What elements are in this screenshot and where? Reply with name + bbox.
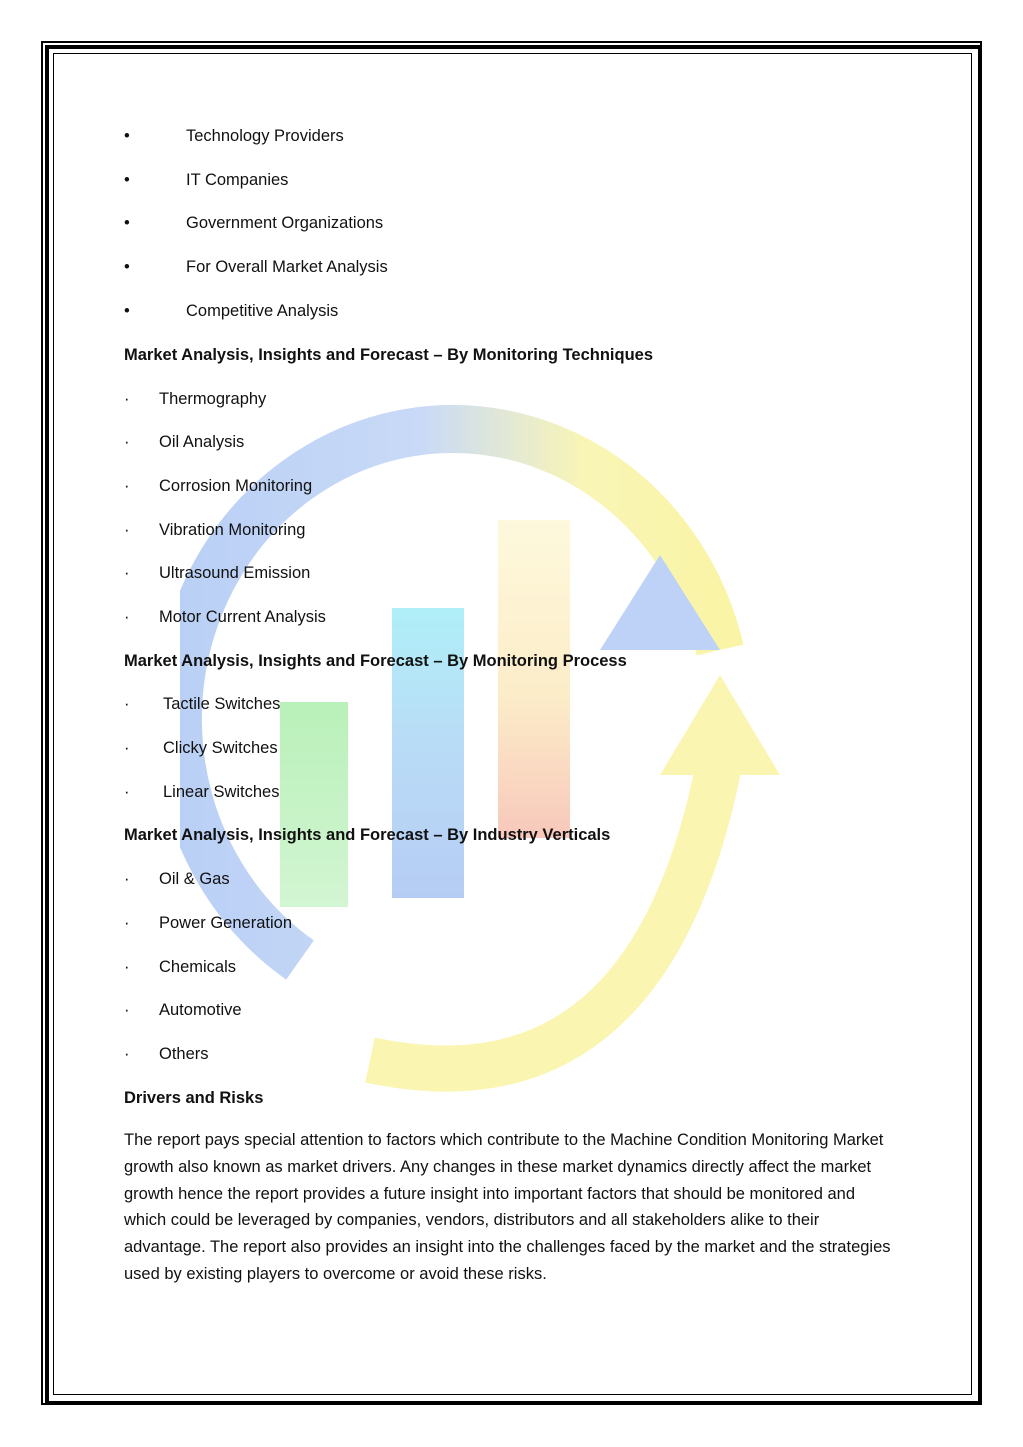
list-item-text: IT Companies: [186, 171, 289, 189]
list-item-text: Power Generation: [159, 914, 292, 932]
section-heading-process: Market Analysis, Insights and Forecast – By Monitoring Process: [124, 652, 627, 670]
list-item-text: Thermography: [159, 390, 267, 408]
growth-chart-logo-watermark: [180, 400, 840, 1100]
watermark-bar-orange: [498, 520, 570, 838]
bullet-marker: ·: [124, 608, 130, 626]
bullet-marker: ·: [124, 958, 130, 976]
list-item-text: Ultrasound Emission: [159, 564, 311, 582]
list-item-text: Competitive Analysis: [186, 302, 339, 320]
section-heading-techniques: Market Analysis, Insights and Forecast – By Monitoring Techniques: [124, 346, 654, 364]
list-item-text: For Overall Market Analysis: [186, 258, 388, 276]
watermark-bar-green: [280, 702, 348, 907]
bullet-marker: ·: [124, 564, 130, 582]
list-item-text: Clicky Switches: [163, 739, 278, 757]
list-item-text: Oil Analysis: [159, 433, 245, 451]
list-item-text: Government Organizations: [186, 214, 384, 232]
list-item-text: Linear Switches: [163, 783, 280, 801]
bullet-marker: ·: [124, 783, 130, 801]
list-item-text: Others: [159, 1045, 209, 1063]
list-item-text: Vibration Monitoring: [159, 521, 306, 539]
bullet-marker: ·: [124, 521, 130, 539]
bullet-marker: ·: [124, 390, 130, 408]
bullet-marker: ·: [124, 1001, 130, 1019]
bullet-marker: •: [124, 302, 130, 320]
bullet-marker: ·: [124, 477, 130, 495]
bullet-marker: ·: [124, 695, 130, 713]
drivers-paragraph: The report pays special attention to factors which contribute to the Machine Condition Monitoring Market growth also known as market drivers. Any changes in these market dynamics directly affect the market growth hence the report provides a future insight into important factors that should be monitored and which could be leveraged by companies, vendors, distributors and all stakeholders alike to their advantage. The report also provides an insight into the challenges faced by the market and the strategies used by existing players to overcome or avoid these risks.: [124, 1131, 891, 1283]
bullet-marker: ·: [124, 739, 130, 757]
bullet-marker: ·: [124, 870, 130, 888]
bullet-marker: ·: [124, 433, 130, 451]
bullet-marker: •: [124, 258, 130, 276]
watermark-yellow-arrowhead: [660, 675, 780, 775]
bullet-marker: ·: [124, 914, 130, 932]
list-item-text: Corrosion Monitoring: [159, 477, 313, 495]
list-item-text: Tactile Switches: [163, 695, 281, 713]
bullet-marker: •: [124, 214, 130, 232]
bullet-marker: •: [124, 171, 130, 189]
list-item-text: Oil & Gas: [159, 870, 230, 888]
bullet-marker: ·: [124, 1045, 130, 1063]
list-item-text: Technology Providers: [186, 127, 344, 145]
list-item-text: Chemicals: [159, 958, 237, 976]
list-item-text: Motor Current Analysis: [159, 608, 326, 626]
bullet-marker: •: [124, 127, 130, 145]
list-item-text: Automotive: [159, 1001, 242, 1019]
section-heading-drivers: Drivers and Risks: [124, 1089, 264, 1107]
section-heading-verticals: Market Analysis, Insights and Forecast – By Industry Verticals: [124, 826, 611, 844]
